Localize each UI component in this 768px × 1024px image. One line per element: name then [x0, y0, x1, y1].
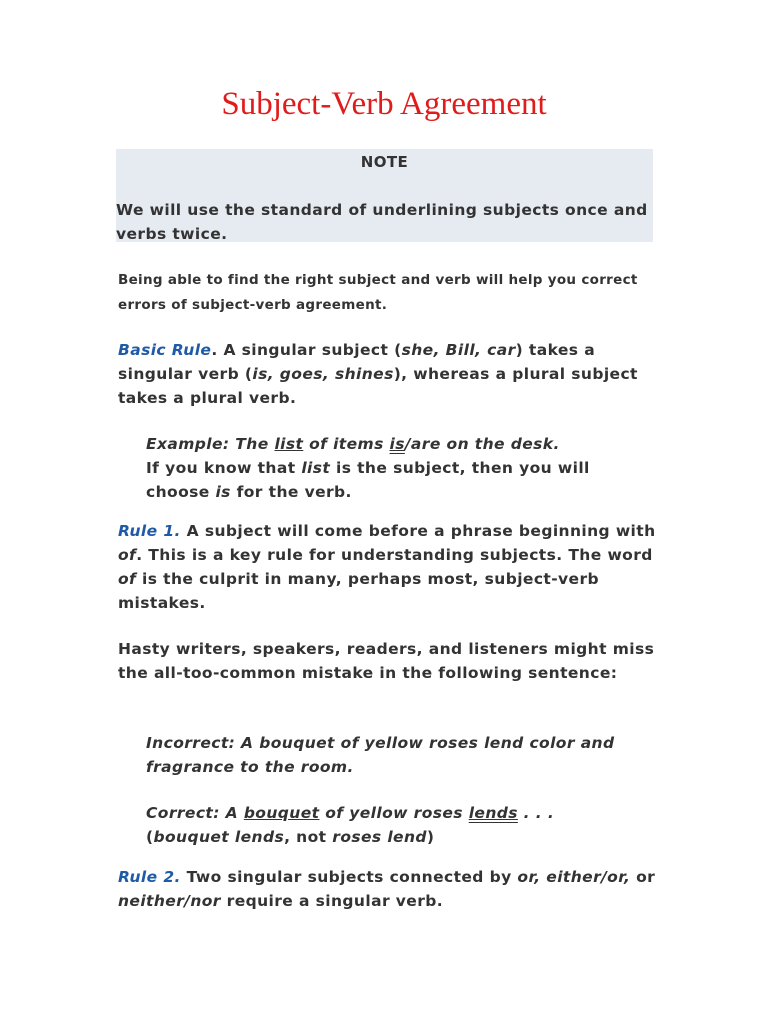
note-heading: NOTE — [360, 153, 409, 171]
basic-rule-label: Basic Rule — [118, 341, 212, 359]
correct-explanation: (bouquet lends, not roses lend) — [146, 828, 435, 846]
basic-rule-example-verbs: is, goes, shines — [252, 365, 394, 383]
intro-paragraph: Being able to find the right subject and verb will help you correct errors of subject-verb agreement. — [118, 272, 638, 313]
double-underlined-verb: lends — [468, 804, 518, 822]
double-underlined-verb: is — [389, 435, 405, 453]
rule-1-paragraph: Rule 1. A subject will come before a phrase beginning with of. This is a key rule for understanding subjects. The word of is the culprit in many, perhaps most, subject-verb mistakes. — [118, 522, 656, 612]
example-sentence: Example: The list of items is/are on the desk. — [146, 435, 560, 453]
hasty-paragraph: Hasty writers, speakers, readers, and listeners might miss the all-too-common mistake in the following sentence: — [118, 640, 655, 682]
basic-rule-text: ) takes a singular verb ( — [118, 341, 596, 383]
basic-rule-example-subjects: she, Bill, car — [401, 341, 516, 359]
basic-rule-paragraph — [118, 338, 658, 410]
rule-2-paragraph: Rule 2. Two singular subjects connected by or, either/or, or neither/nor require a singular verb. — [118, 868, 656, 910]
correct-example — [146, 801, 656, 849]
rule-2-label: Rule 2. — [118, 868, 181, 886]
note-box — [116, 149, 653, 242]
example-explanation: If you know that list is the subject, then you will choose is for the verb. — [146, 459, 590, 501]
basic-rule-text: . A singular subject ( — [211, 341, 402, 359]
underlined-subject: list — [274, 435, 304, 453]
basic-rule-text: ), whereas a plural subject takes a plural verb. — [118, 365, 638, 407]
rule-1-label: Rule 1. — [118, 522, 181, 540]
correct-sentence: Correct: A bouquet of yellow roses lends . . . — [146, 804, 555, 822]
incorrect-example: Incorrect: A bouquet of yellow roses lend color and fragrance to the room. — [146, 734, 615, 776]
underlined-subject: bouquet — [243, 804, 320, 822]
note-body: We will use the standard of underlining subjects once and verbs twice. — [116, 201, 648, 243]
example-block — [146, 432, 656, 504]
page-title: Subject-Verb Agreement — [221, 86, 547, 122]
